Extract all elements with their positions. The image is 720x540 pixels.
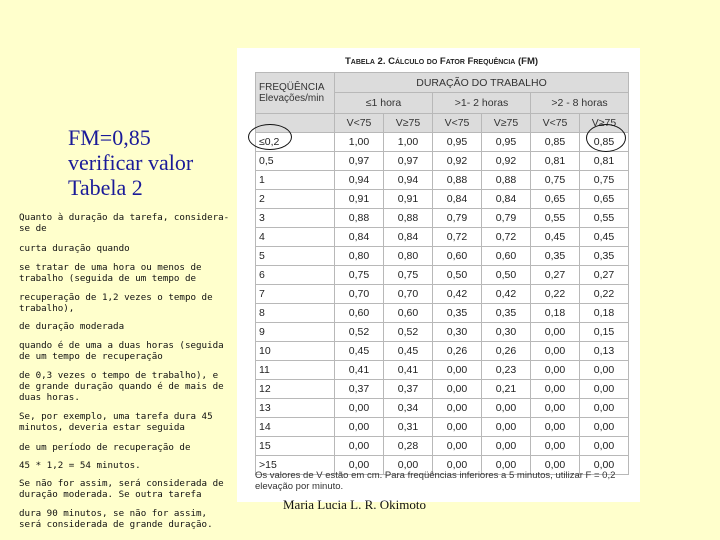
factor-cell: 0,75 bbox=[580, 171, 629, 190]
factor-cell: 0,00 bbox=[433, 380, 482, 399]
factor-cell: 0,00 bbox=[335, 437, 384, 456]
table-footnote: Os valores de V estão em cm. Para freqüências inferiores a 5 minutos, utilizar F = 0,2 elevação por minuto. bbox=[255, 470, 616, 492]
factor-cell: 0,92 bbox=[482, 152, 531, 171]
frequency-cell: 3 bbox=[256, 209, 335, 228]
factor-cell: 0,45 bbox=[335, 342, 384, 361]
frequency-cell: 10 bbox=[256, 342, 335, 361]
table-row bbox=[256, 323, 629, 342]
factor-cell: 0,35 bbox=[531, 247, 580, 266]
factor-cell: 0,79 bbox=[482, 209, 531, 228]
author-credit: Maria Lucia L. R. Okimoto bbox=[283, 497, 426, 512]
factor-cell: 0,88 bbox=[335, 209, 384, 228]
factor-cell: 0,84 bbox=[335, 228, 384, 247]
frequency-cell: 15 bbox=[256, 437, 335, 456]
factor-cell: 0,21 bbox=[482, 380, 531, 399]
factor-cell: 0,00 bbox=[580, 361, 629, 380]
factor-cell: 0,85 bbox=[580, 133, 629, 152]
table-row bbox=[256, 437, 629, 456]
factor-cell: 0,45 bbox=[384, 342, 433, 361]
factor-cell: 0,95 bbox=[433, 133, 482, 152]
factor-cell: 0,60 bbox=[482, 247, 531, 266]
factor-cell: 0,35 bbox=[580, 247, 629, 266]
sub-header: V<75 bbox=[531, 114, 580, 133]
factor-cell: 0,00 bbox=[531, 456, 580, 475]
frequency-cell: 6 bbox=[256, 266, 335, 285]
factor-cell: 0,00 bbox=[531, 380, 580, 399]
frequency-header-line-2: Elevações/min bbox=[259, 93, 325, 104]
frequency-cell: 9 bbox=[256, 323, 335, 342]
factor-cell: 0,81 bbox=[531, 152, 580, 171]
table-row bbox=[256, 304, 629, 323]
factor-cell: 0,00 bbox=[580, 399, 629, 418]
factor-cell: 0,88 bbox=[482, 171, 531, 190]
table-row bbox=[256, 209, 629, 228]
factor-cell: 0,95 bbox=[482, 133, 531, 152]
factor-cell: 0,75 bbox=[335, 266, 384, 285]
factor-cell: 0,79 bbox=[433, 209, 482, 228]
frequency-cell: 0,5 bbox=[256, 152, 335, 171]
factor-cell: 0,00 bbox=[531, 361, 580, 380]
table-row bbox=[256, 266, 629, 285]
factor-cell: 0,80 bbox=[335, 247, 384, 266]
factor-cell: 0,00 bbox=[433, 418, 482, 437]
table-row bbox=[256, 171, 629, 190]
table-row bbox=[256, 247, 629, 266]
factor-cell: 0,23 bbox=[482, 361, 531, 380]
table-row bbox=[256, 361, 629, 380]
factor-cell: 0,92 bbox=[433, 152, 482, 171]
frequency-cell: 5 bbox=[256, 247, 335, 266]
factor-cell: 0,00 bbox=[335, 418, 384, 437]
note-paragraph: curta duração quando bbox=[19, 243, 130, 254]
factor-cell: 0,26 bbox=[433, 342, 482, 361]
factor-cell: 0,70 bbox=[384, 285, 433, 304]
note-paragraph: Se, por exemplo, uma tarefa dura 45 minutos, deveria estar seguida bbox=[19, 411, 213, 433]
factor-cell: 0,00 bbox=[531, 399, 580, 418]
highlight-circle-value bbox=[586, 124, 626, 152]
slide-heading bbox=[68, 125, 238, 200]
factor-cell: 1,00 bbox=[335, 133, 384, 152]
factor-cell: 0,37 bbox=[335, 380, 384, 399]
note-paragraph: Se não for assim, será considerada de duração moderada. Se outra tarefa bbox=[19, 478, 224, 500]
factor-cell: 0,35 bbox=[433, 304, 482, 323]
note-paragraph: Quanto à duração da tarefa, considera-se de bbox=[19, 212, 230, 234]
factor-cell: 0,91 bbox=[335, 190, 384, 209]
factor-cell: 0,88 bbox=[433, 171, 482, 190]
sub-header: V<75 bbox=[433, 114, 482, 133]
factor-cell: 0,00 bbox=[335, 456, 384, 475]
factor-cell: 0,65 bbox=[531, 190, 580, 209]
factor-cell: 0,85 bbox=[531, 133, 580, 152]
table-row bbox=[256, 152, 629, 171]
factor-cell: 0,00 bbox=[433, 399, 482, 418]
factor-cell: 0,30 bbox=[433, 323, 482, 342]
sub-header: V<75 bbox=[335, 114, 384, 133]
factor-cell: 0,50 bbox=[433, 266, 482, 285]
factor-cell: 0,41 bbox=[384, 361, 433, 380]
factor-cell: 0,00 bbox=[580, 418, 629, 437]
factor-cell: 0,52 bbox=[335, 323, 384, 342]
table-row bbox=[256, 418, 629, 437]
factor-cell: 0,84 bbox=[384, 228, 433, 247]
factor-cell: 0,35 bbox=[482, 304, 531, 323]
table-row bbox=[256, 133, 629, 152]
factor-cell: 0,18 bbox=[580, 304, 629, 323]
factor-cell: 0,00 bbox=[433, 456, 482, 475]
factor-cell: 0,75 bbox=[384, 266, 433, 285]
frequency-cell: ≤0,2 bbox=[256, 133, 335, 152]
frequency-cell: 12 bbox=[256, 380, 335, 399]
table-row bbox=[256, 380, 629, 399]
factor-cell: 0,84 bbox=[482, 190, 531, 209]
factor-cell: 0,22 bbox=[580, 285, 629, 304]
table-row bbox=[256, 190, 629, 209]
factor-cell: 0,00 bbox=[482, 399, 531, 418]
factor-cell: 0,00 bbox=[580, 380, 629, 399]
factor-cell: 0,50 bbox=[482, 266, 531, 285]
factor-cell: 0,28 bbox=[384, 437, 433, 456]
note-paragraph: de 0,3 vezes o tempo de trabalho), e de grande duração quando é de mais de duas horas. bbox=[19, 370, 224, 403]
factor-cell: 0,75 bbox=[531, 171, 580, 190]
factor-cell: 0,45 bbox=[580, 228, 629, 247]
frequency-cell: 11 bbox=[256, 361, 335, 380]
factor-cell: 0,00 bbox=[531, 418, 580, 437]
heading-line-1: FM=0,85 bbox=[68, 125, 151, 150]
factor-cell: 0,00 bbox=[335, 399, 384, 418]
factor-cell: 0,88 bbox=[384, 209, 433, 228]
note-paragraph: recuperação de 1,2 vezes o tempo de trabalho), bbox=[19, 292, 213, 314]
factor-cell: 0,13 bbox=[580, 342, 629, 361]
frequency-cell: >15 bbox=[256, 456, 335, 475]
table-row bbox=[256, 399, 629, 418]
factor-cell: 0,41 bbox=[335, 361, 384, 380]
frequency-cell: 4 bbox=[256, 228, 335, 247]
factor-cell: 0,55 bbox=[580, 209, 629, 228]
factor-cell: 0,00 bbox=[433, 437, 482, 456]
factor-cell: 0,91 bbox=[384, 190, 433, 209]
factor-cell: 0,15 bbox=[580, 323, 629, 342]
factor-cell: 0,27 bbox=[580, 266, 629, 285]
factor-cell: 1,00 bbox=[384, 133, 433, 152]
factor-cell: 0,84 bbox=[433, 190, 482, 209]
highlight-circle-frequency bbox=[248, 124, 292, 150]
factor-cell: 0,00 bbox=[580, 456, 629, 475]
factor-cell: 0,31 bbox=[384, 418, 433, 437]
factor-cell: 0,72 bbox=[482, 228, 531, 247]
factor-cell: 0,34 bbox=[384, 399, 433, 418]
frequency-cell: 1 bbox=[256, 171, 335, 190]
note-paragraph: de duração moderada bbox=[19, 321, 125, 332]
duration-group-header: ≤1 hora bbox=[335, 93, 433, 114]
factor-cell: 0,00 bbox=[531, 342, 580, 361]
note-paragraph: 45 * 1,2 = 54 minutos. bbox=[19, 460, 141, 471]
factor-cell: 0,00 bbox=[433, 361, 482, 380]
factor-cell: 0,00 bbox=[580, 437, 629, 456]
frequency-header-line-1: FREQÜÊNCIA bbox=[259, 82, 325, 93]
factor-cell: 0,72 bbox=[433, 228, 482, 247]
factor-cell: 0,00 bbox=[482, 437, 531, 456]
factor-cell: 0,00 bbox=[384, 456, 433, 475]
duration-group-header: >2 - 8 horas bbox=[531, 93, 629, 114]
factor-cell: 0,52 bbox=[384, 323, 433, 342]
factor-cell: 0,42 bbox=[482, 285, 531, 304]
frequency-cell: 2 bbox=[256, 190, 335, 209]
frequency-cell: 14 bbox=[256, 418, 335, 437]
sub-header: V≥75 bbox=[384, 114, 433, 133]
note-paragraph: de um período de recuperação de bbox=[19, 442, 191, 453]
factor-cell: 0,00 bbox=[531, 437, 580, 456]
factor-cell: 0,37 bbox=[384, 380, 433, 399]
factor-cell: 0,80 bbox=[384, 247, 433, 266]
factor-cell: 0,45 bbox=[531, 228, 580, 247]
factor-cell: 0,30 bbox=[482, 323, 531, 342]
table-panel bbox=[237, 48, 640, 502]
table-title: Tabela 2. Cálculo do Fator Frequência (FM) bbox=[345, 56, 539, 67]
note-paragraph: quando é de uma a duas horas (seguida de um tempo de recuperação bbox=[19, 340, 224, 362]
factor-cell: 0,97 bbox=[384, 152, 433, 171]
table-body bbox=[256, 133, 629, 475]
factor-cell: 0,00 bbox=[482, 456, 531, 475]
factor-cell: 0,22 bbox=[531, 285, 580, 304]
factor-cell: 0,55 bbox=[531, 209, 580, 228]
frequency-cell: 13 bbox=[256, 399, 335, 418]
frequency-cell: 7 bbox=[256, 285, 335, 304]
factor-cell: 0,27 bbox=[531, 266, 580, 285]
heading-line-2: verificar valor bbox=[68, 150, 194, 175]
frequency-cell: 8 bbox=[256, 304, 335, 323]
duration-group-header: >1- 2 horas bbox=[433, 93, 531, 114]
note-paragraph: se tratar de uma hora ou menos de trabalho (seguida de um tempo de bbox=[19, 262, 202, 284]
factor-cell: 0,60 bbox=[384, 304, 433, 323]
factor-cell: 0,00 bbox=[531, 323, 580, 342]
factor-cell: 0,42 bbox=[433, 285, 482, 304]
factor-cell: 0,94 bbox=[384, 171, 433, 190]
factor-cell: 0,18 bbox=[531, 304, 580, 323]
factor-cell: 0,81 bbox=[580, 152, 629, 171]
heading-line-3: Tabela 2 bbox=[68, 175, 143, 200]
frequency-factor-table bbox=[255, 72, 629, 475]
factor-cell: 0,97 bbox=[335, 152, 384, 171]
factor-cell: 0,94 bbox=[335, 171, 384, 190]
factor-cell: 0,70 bbox=[335, 285, 384, 304]
sub-header: V≥75 bbox=[482, 114, 531, 133]
duration-header: DURAÇÃO DO TRABALHO bbox=[335, 73, 629, 93]
table-row bbox=[256, 228, 629, 247]
factor-cell: 0,26 bbox=[482, 342, 531, 361]
frequency-header bbox=[256, 73, 335, 114]
sub-header: V≥75 bbox=[580, 114, 629, 133]
factor-cell: 0,60 bbox=[433, 247, 482, 266]
table-row bbox=[256, 342, 629, 361]
factor-cell: 0,65 bbox=[580, 190, 629, 209]
table-row bbox=[256, 285, 629, 304]
factor-cell: 0,00 bbox=[482, 418, 531, 437]
factor-cell: 0,60 bbox=[335, 304, 384, 323]
note-paragraph: dura 90 minutos, se não for assim, será considerada de grande duração. bbox=[19, 508, 213, 530]
